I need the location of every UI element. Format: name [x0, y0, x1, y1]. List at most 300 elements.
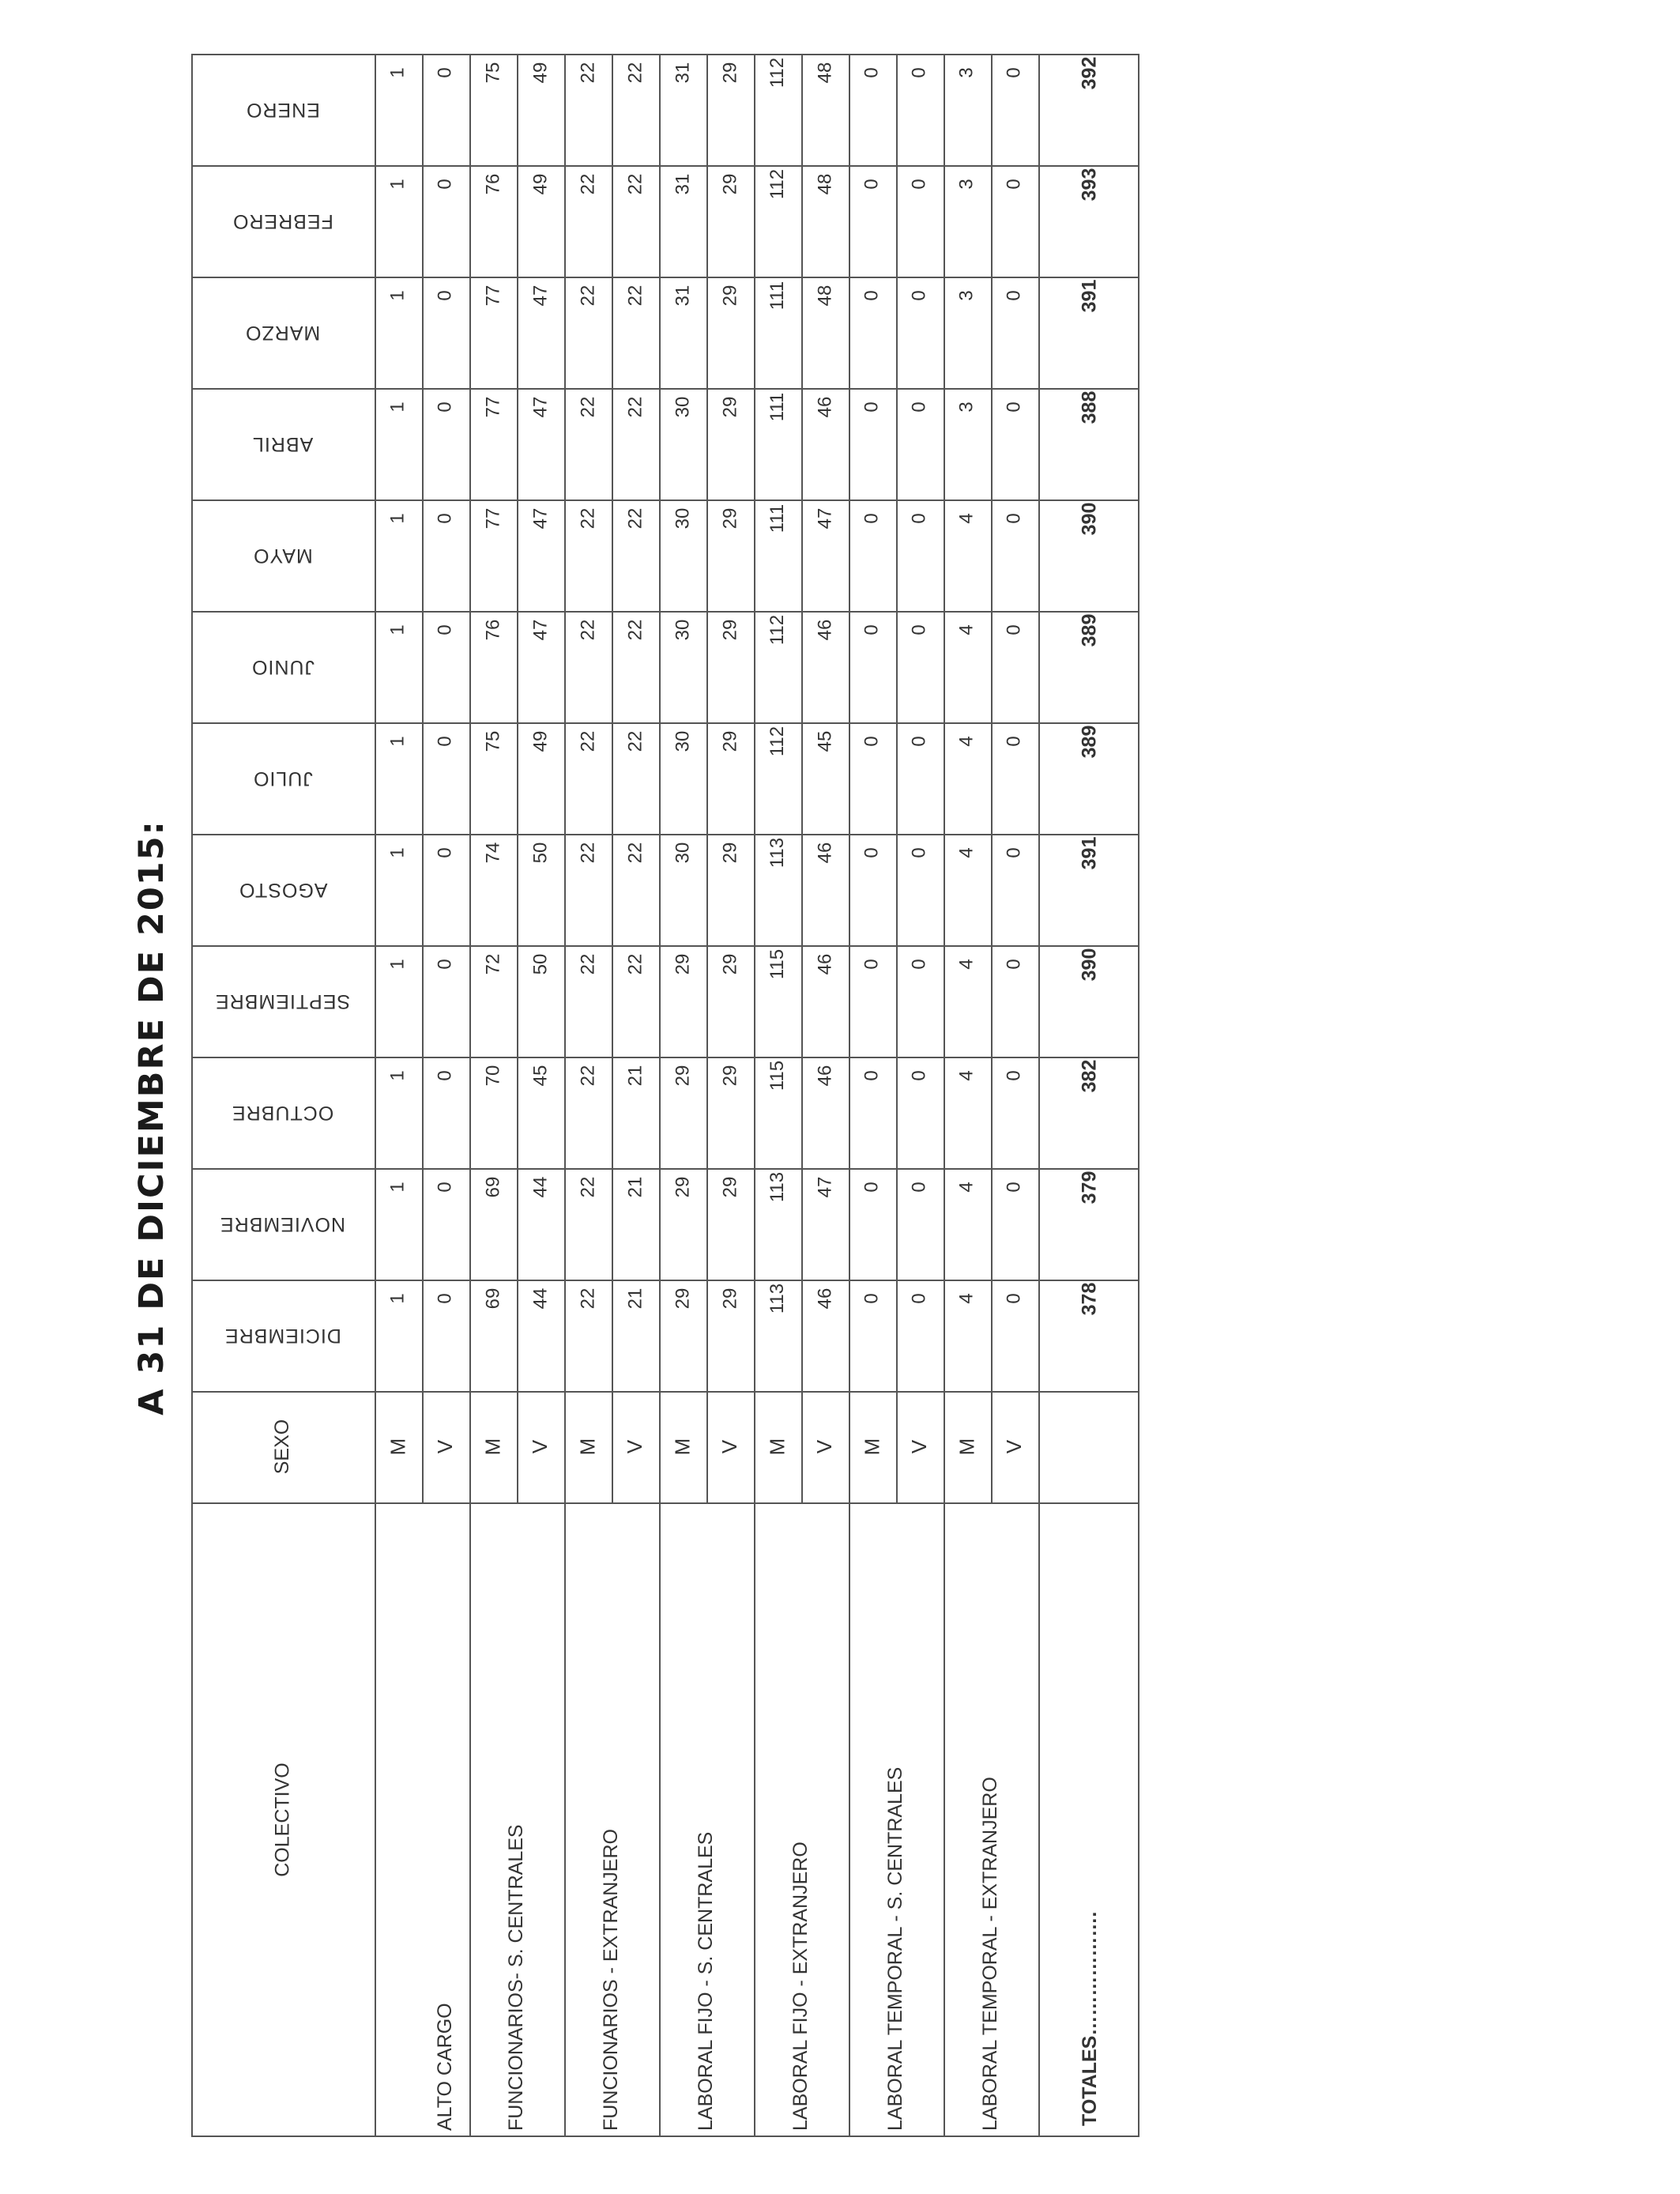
cell-value: 29	[671, 953, 693, 975]
month-divider	[191, 1391, 1139, 1393]
table-cell	[849, 1168, 896, 1280]
cell-value: 22	[576, 842, 598, 864]
cell-value: 0	[861, 513, 883, 524]
cell-value: 0	[861, 959, 883, 970]
table-cell	[659, 499, 706, 611]
group-divider	[1038, 54, 1040, 2137]
table-cell	[375, 277, 422, 388]
group-divider	[754, 54, 755, 2137]
cell-value: 0	[908, 513, 930, 524]
total-value: 378	[1078, 1282, 1101, 1316]
month-divider	[191, 1168, 1139, 1170]
cell-value: 22	[623, 730, 646, 752]
group-divider	[659, 54, 661, 2137]
cell-value: 22	[623, 62, 646, 84]
month-header-label: JULIO	[253, 767, 313, 790]
table-cell	[469, 165, 517, 277]
table-cell	[944, 834, 991, 945]
month-divider	[191, 388, 1139, 390]
cell-value: 0	[434, 1293, 456, 1304]
cell-value: 3	[955, 67, 977, 78]
sexo-value: M	[765, 1438, 789, 1456]
cell-value: 49	[529, 730, 551, 752]
total-cell	[1038, 611, 1141, 722]
cell-value: 44	[529, 1287, 551, 1310]
cell-value: 4	[955, 959, 977, 970]
month-header-febrero	[191, 165, 375, 277]
cell-value: 29	[718, 619, 740, 641]
table-cell	[754, 945, 801, 1057]
cell-value: 22	[576, 285, 598, 307]
table-cell	[944, 165, 991, 277]
table-cell	[564, 1168, 612, 1280]
month-header-label: NOVIEMBRE	[220, 1213, 346, 1235]
cell-value: 1	[386, 290, 409, 301]
cell-value: 29	[718, 1176, 740, 1198]
sexo-value: V	[623, 1439, 647, 1454]
month-header-label: AGOSTO	[238, 879, 328, 901]
month-header-abril	[191, 388, 375, 499]
cell-value: 69	[481, 1176, 503, 1198]
table-cell	[659, 54, 706, 165]
table-cell	[375, 722, 422, 834]
cell-value: 29	[671, 1287, 693, 1310]
table-cell	[801, 388, 849, 499]
cell-value: 31	[671, 285, 693, 307]
month-header-enero	[191, 54, 375, 165]
sexo-value: V	[718, 1439, 742, 1454]
sexo-value: V	[907, 1439, 932, 1454]
table-cell	[801, 1057, 849, 1168]
cell-value: 48	[813, 173, 835, 195]
sexo-value: M	[480, 1438, 505, 1456]
table-cell	[469, 611, 517, 722]
month-divider	[191, 499, 1139, 501]
cell-value: 111	[766, 281, 788, 311]
cell-value: 0	[434, 736, 456, 747]
table-cell	[612, 611, 659, 722]
cell-value: 3	[955, 290, 977, 301]
table-cell	[375, 834, 422, 945]
cell-value: 29	[718, 173, 740, 195]
table-cell	[375, 1280, 422, 1391]
row-divider	[612, 54, 613, 1502]
month-divider	[191, 1280, 1139, 1281]
table-cell	[944, 277, 991, 388]
cell-value: 22	[576, 619, 598, 641]
cell-value: 1	[386, 624, 409, 635]
table-cell	[612, 834, 659, 945]
cell-value: 45	[529, 1065, 551, 1087]
sexo-value: V	[528, 1439, 552, 1454]
table-cell	[944, 722, 991, 834]
table-cell	[991, 277, 1038, 388]
month-header-septiembre	[191, 945, 375, 1057]
table-border-top	[191, 54, 1139, 55]
row-divider	[422, 54, 424, 1502]
table-cell	[896, 54, 944, 165]
cell-value: 30	[671, 396, 693, 418]
group-label-text: LABORAL TEMPORAL - S. CENTRALES	[884, 1766, 906, 2131]
table-cell	[801, 945, 849, 1057]
cell-value: 0	[1003, 847, 1025, 858]
cell-value: 22	[576, 953, 598, 975]
total-cell	[1038, 54, 1141, 165]
sexo-cell	[612, 1391, 659, 1502]
table-cell	[375, 1057, 422, 1168]
table-cell	[612, 1280, 659, 1391]
total-cell	[1038, 722, 1141, 834]
table-cell	[706, 1168, 754, 1280]
table-cell	[659, 1168, 706, 1280]
group-divider	[849, 54, 850, 2137]
table-cell	[517, 499, 564, 611]
cell-value: 112	[766, 57, 788, 89]
table-cell	[469, 1057, 517, 1168]
cell-value: 1	[386, 401, 409, 413]
sexo-divider	[191, 1502, 1139, 1504]
cell-value: 31	[671, 62, 693, 84]
table-cell	[612, 722, 659, 834]
group-divider	[469, 54, 471, 2137]
table-cell	[896, 834, 944, 945]
table-cell	[375, 54, 422, 165]
table-cell	[659, 834, 706, 945]
table-cell	[991, 1168, 1038, 1280]
table-cell	[706, 54, 754, 165]
cell-value: 29	[718, 730, 740, 752]
page-title-text: A 31 DE DICIEMBRE DE 2015:	[132, 820, 171, 1416]
total-value: 389	[1078, 725, 1101, 759]
table-cell	[849, 834, 896, 945]
cell-value: 75	[481, 730, 503, 752]
month-header-label: JUNIO	[251, 656, 315, 678]
cell-value: 111	[766, 503, 788, 533]
cell-value: 29	[718, 62, 740, 84]
table-cell	[375, 611, 422, 722]
month-header-label: ABRIL	[252, 433, 314, 455]
cell-value: 47	[813, 1176, 835, 1198]
cell-value: 46	[813, 619, 835, 641]
sexo-cell	[469, 1391, 517, 1502]
table-cell	[517, 834, 564, 945]
group-label	[469, 1502, 564, 2137]
table-cell	[754, 1280, 801, 1391]
group-label-wrap	[754, 1502, 849, 2137]
cell-value: 29	[718, 285, 740, 307]
table-cell	[422, 722, 469, 834]
cell-value: 22	[576, 1287, 598, 1310]
table-cell	[754, 165, 801, 277]
cell-value: 112	[766, 726, 788, 757]
table-cell	[801, 1280, 849, 1391]
table-border-left	[191, 54, 193, 2137]
row-divider	[896, 54, 898, 1502]
cell-value: 0	[1003, 736, 1025, 747]
cell-value: 46	[813, 953, 835, 975]
cell-value: 77	[481, 285, 503, 307]
cell-value: 1	[386, 67, 409, 78]
cell-value: 22	[576, 1176, 598, 1198]
cell-value: 29	[671, 1065, 693, 1087]
cell-value: 0	[434, 290, 456, 301]
cell-value: 0	[908, 624, 930, 635]
cell-value: 112	[766, 614, 788, 646]
month-header-junio	[191, 611, 375, 722]
sexo-header	[191, 1391, 375, 1502]
month-header-octubre	[191, 1057, 375, 1168]
cell-value: 0	[1003, 401, 1025, 413]
sexo-value: M	[670, 1438, 695, 1456]
cell-value: 4	[955, 624, 977, 635]
table-cell	[469, 499, 517, 611]
cell-value: 0	[1003, 513, 1025, 524]
group-label-text: LABORAL TEMPORAL - EXTRANJERO	[979, 1777, 1001, 2131]
table-cell	[469, 1280, 517, 1391]
cell-value: 0	[861, 736, 883, 747]
cell-value: 0	[908, 847, 930, 858]
table-cell	[375, 1168, 422, 1280]
sexo-value: M	[955, 1438, 979, 1456]
total-value: 390	[1078, 502, 1101, 536]
table-cell	[612, 54, 659, 165]
page-title	[128, 820, 175, 1416]
cell-value: 70	[481, 1065, 503, 1087]
table-cell	[706, 722, 754, 834]
cell-value: 1	[386, 1182, 409, 1193]
table-cell	[659, 388, 706, 499]
cell-value: 44	[529, 1176, 551, 1198]
table-cell	[612, 945, 659, 1057]
cell-value: 3	[955, 401, 977, 413]
month-header-label: OCTUBRE	[232, 1102, 334, 1124]
table-cell	[422, 1280, 469, 1391]
cell-value: 29	[718, 953, 740, 975]
sexo-value: M	[575, 1438, 600, 1456]
cell-value: 0	[908, 179, 930, 190]
cell-value: 22	[623, 619, 646, 641]
table-cell	[469, 388, 517, 499]
group-label-text: FUNCIONARIOS- S. CENTRALES	[505, 1824, 527, 2131]
cell-value: 0	[1003, 1182, 1025, 1193]
group-label	[849, 1502, 944, 2137]
cell-value: 29	[718, 842, 740, 864]
cell-value: 4	[955, 1182, 977, 1193]
cell-value: 4	[955, 1070, 977, 1081]
table-cell	[564, 1280, 612, 1391]
sexo-cell	[944, 1391, 991, 1502]
cell-value: 115	[766, 1060, 788, 1091]
cell-value: 75	[481, 62, 503, 84]
cell-value: 30	[671, 619, 693, 641]
cell-value: 49	[529, 62, 551, 84]
cell-value: 29	[671, 1176, 693, 1198]
table-cell	[801, 611, 849, 722]
table-cell	[564, 722, 612, 834]
table-cell	[801, 1168, 849, 1280]
cell-value: 0	[861, 67, 883, 78]
table-cell	[896, 165, 944, 277]
group-divider	[944, 54, 945, 2137]
group-label-text: LABORAL FIJO - S. CENTRALES	[695, 1831, 717, 2131]
month-header-julio	[191, 722, 375, 834]
group-label-wrap	[659, 1502, 754, 2137]
cell-value: 50	[529, 842, 551, 864]
table-border-bottom	[191, 2136, 1139, 2137]
table-cell	[659, 165, 706, 277]
total-cell	[1038, 165, 1141, 277]
cell-value: 4	[955, 1293, 977, 1304]
cell-value: 0	[1003, 1070, 1025, 1081]
total-cell	[1038, 1057, 1141, 1168]
table-cell	[754, 611, 801, 722]
cell-value: 74	[481, 842, 503, 864]
table-cell	[706, 165, 754, 277]
cell-value: 0	[861, 1070, 883, 1081]
sexo-cell	[896, 1391, 944, 1502]
month-header-agosto	[191, 834, 375, 945]
cell-value: 22	[623, 173, 646, 195]
table-cell	[991, 499, 1038, 611]
group-label-wrap	[564, 1502, 659, 2137]
cell-value: 22	[576, 507, 598, 530]
month-header-mayo	[191, 499, 375, 611]
table-cell	[801, 499, 849, 611]
cell-value: 29	[718, 1287, 740, 1310]
table-cell	[991, 165, 1038, 277]
table-cell	[706, 388, 754, 499]
table-cell	[991, 945, 1038, 1057]
cell-value: 0	[908, 1070, 930, 1081]
table-cell	[517, 388, 564, 499]
cell-value: 1	[386, 959, 409, 970]
row-divider	[706, 54, 708, 1502]
cell-value: 0	[434, 401, 456, 413]
total-cell	[1038, 277, 1141, 388]
cell-value: 21	[623, 1065, 646, 1087]
sexo-cell	[422, 1391, 469, 1502]
cell-value: 1	[386, 847, 409, 858]
table-cell	[564, 1057, 612, 1168]
table-cell	[991, 1280, 1038, 1391]
cell-value: 0	[908, 1293, 930, 1304]
cell-value: 0	[434, 179, 456, 190]
total-value: 391	[1078, 279, 1101, 313]
table-cell	[422, 611, 469, 722]
table-cell	[944, 611, 991, 722]
table-cell	[517, 1057, 564, 1168]
table-cell	[754, 1168, 801, 1280]
group-label-wrap	[375, 1502, 469, 2137]
cell-value: 45	[813, 730, 835, 752]
colectivo-header-label: COLECTIVO	[271, 1762, 294, 1877]
table-cell	[422, 1057, 469, 1168]
cell-value: 46	[813, 842, 835, 864]
cell-value: 0	[434, 959, 456, 970]
group-label-wrap	[469, 1502, 564, 2137]
sexo-cell	[991, 1391, 1038, 1502]
total-value: 391	[1078, 836, 1101, 870]
table-cell	[469, 834, 517, 945]
cell-value: 0	[1003, 624, 1025, 635]
table-cell	[801, 165, 849, 277]
month-header-label: FEBRERO	[232, 210, 333, 232]
row-divider	[517, 54, 518, 1502]
group-label	[375, 1502, 469, 2137]
table-cell	[375, 388, 422, 499]
cell-value: 29	[718, 507, 740, 530]
month-header-label: MAYO	[253, 545, 313, 567]
table-cell	[944, 54, 991, 165]
table-cell	[706, 1057, 754, 1168]
cell-value: 0	[434, 624, 456, 635]
table-cell	[849, 611, 896, 722]
table-cell	[375, 945, 422, 1057]
table-cell	[944, 945, 991, 1057]
sexo-cell	[754, 1391, 801, 1502]
total-value: 392	[1078, 56, 1101, 90]
cell-value: 0	[1003, 179, 1025, 190]
cell-value: 76	[481, 173, 503, 195]
table-cell	[849, 1280, 896, 1391]
table-cell	[849, 54, 896, 165]
month-divider	[191, 277, 1139, 278]
sexo-cell	[375, 1391, 422, 1502]
cell-value: 113	[766, 1283, 788, 1314]
cell-value: 1	[386, 513, 409, 524]
table-cell	[896, 1280, 944, 1391]
sexo-value: V	[433, 1439, 458, 1454]
cell-value: 0	[908, 736, 930, 747]
table-cell	[706, 1280, 754, 1391]
table-cell	[517, 54, 564, 165]
cell-value: 113	[766, 837, 788, 869]
sexo-value: V	[1002, 1439, 1026, 1454]
table-cell	[896, 611, 944, 722]
cell-value: 22	[576, 1065, 598, 1087]
cell-value: 4	[955, 513, 977, 524]
cell-value: 0	[434, 513, 456, 524]
month-divider	[191, 611, 1139, 613]
cell-value: 0	[1003, 67, 1025, 78]
table-cell	[849, 277, 896, 388]
month-header-marzo	[191, 277, 375, 388]
cell-value: 22	[623, 842, 646, 864]
month-divider	[191, 165, 1139, 167]
table-cell	[754, 277, 801, 388]
table-cell	[991, 54, 1038, 165]
cell-value: 21	[623, 1287, 646, 1310]
cell-value: 3	[955, 179, 977, 190]
table-cell	[706, 499, 754, 611]
table-cell	[564, 834, 612, 945]
table-cell	[469, 945, 517, 1057]
sexo-cell	[517, 1391, 564, 1502]
cell-value: 0	[908, 401, 930, 413]
table-border-right	[1138, 54, 1139, 2137]
cell-value: 48	[813, 285, 835, 307]
table-cell	[754, 54, 801, 165]
table-cell	[706, 611, 754, 722]
table-cell	[564, 611, 612, 722]
table-cell	[754, 1057, 801, 1168]
sexo-value: M	[860, 1438, 884, 1456]
total-cell	[1038, 945, 1141, 1057]
cell-value: 0	[861, 179, 883, 190]
cell-value: 22	[623, 953, 646, 975]
group-label	[564, 1502, 659, 2137]
cell-value: 22	[576, 396, 598, 418]
